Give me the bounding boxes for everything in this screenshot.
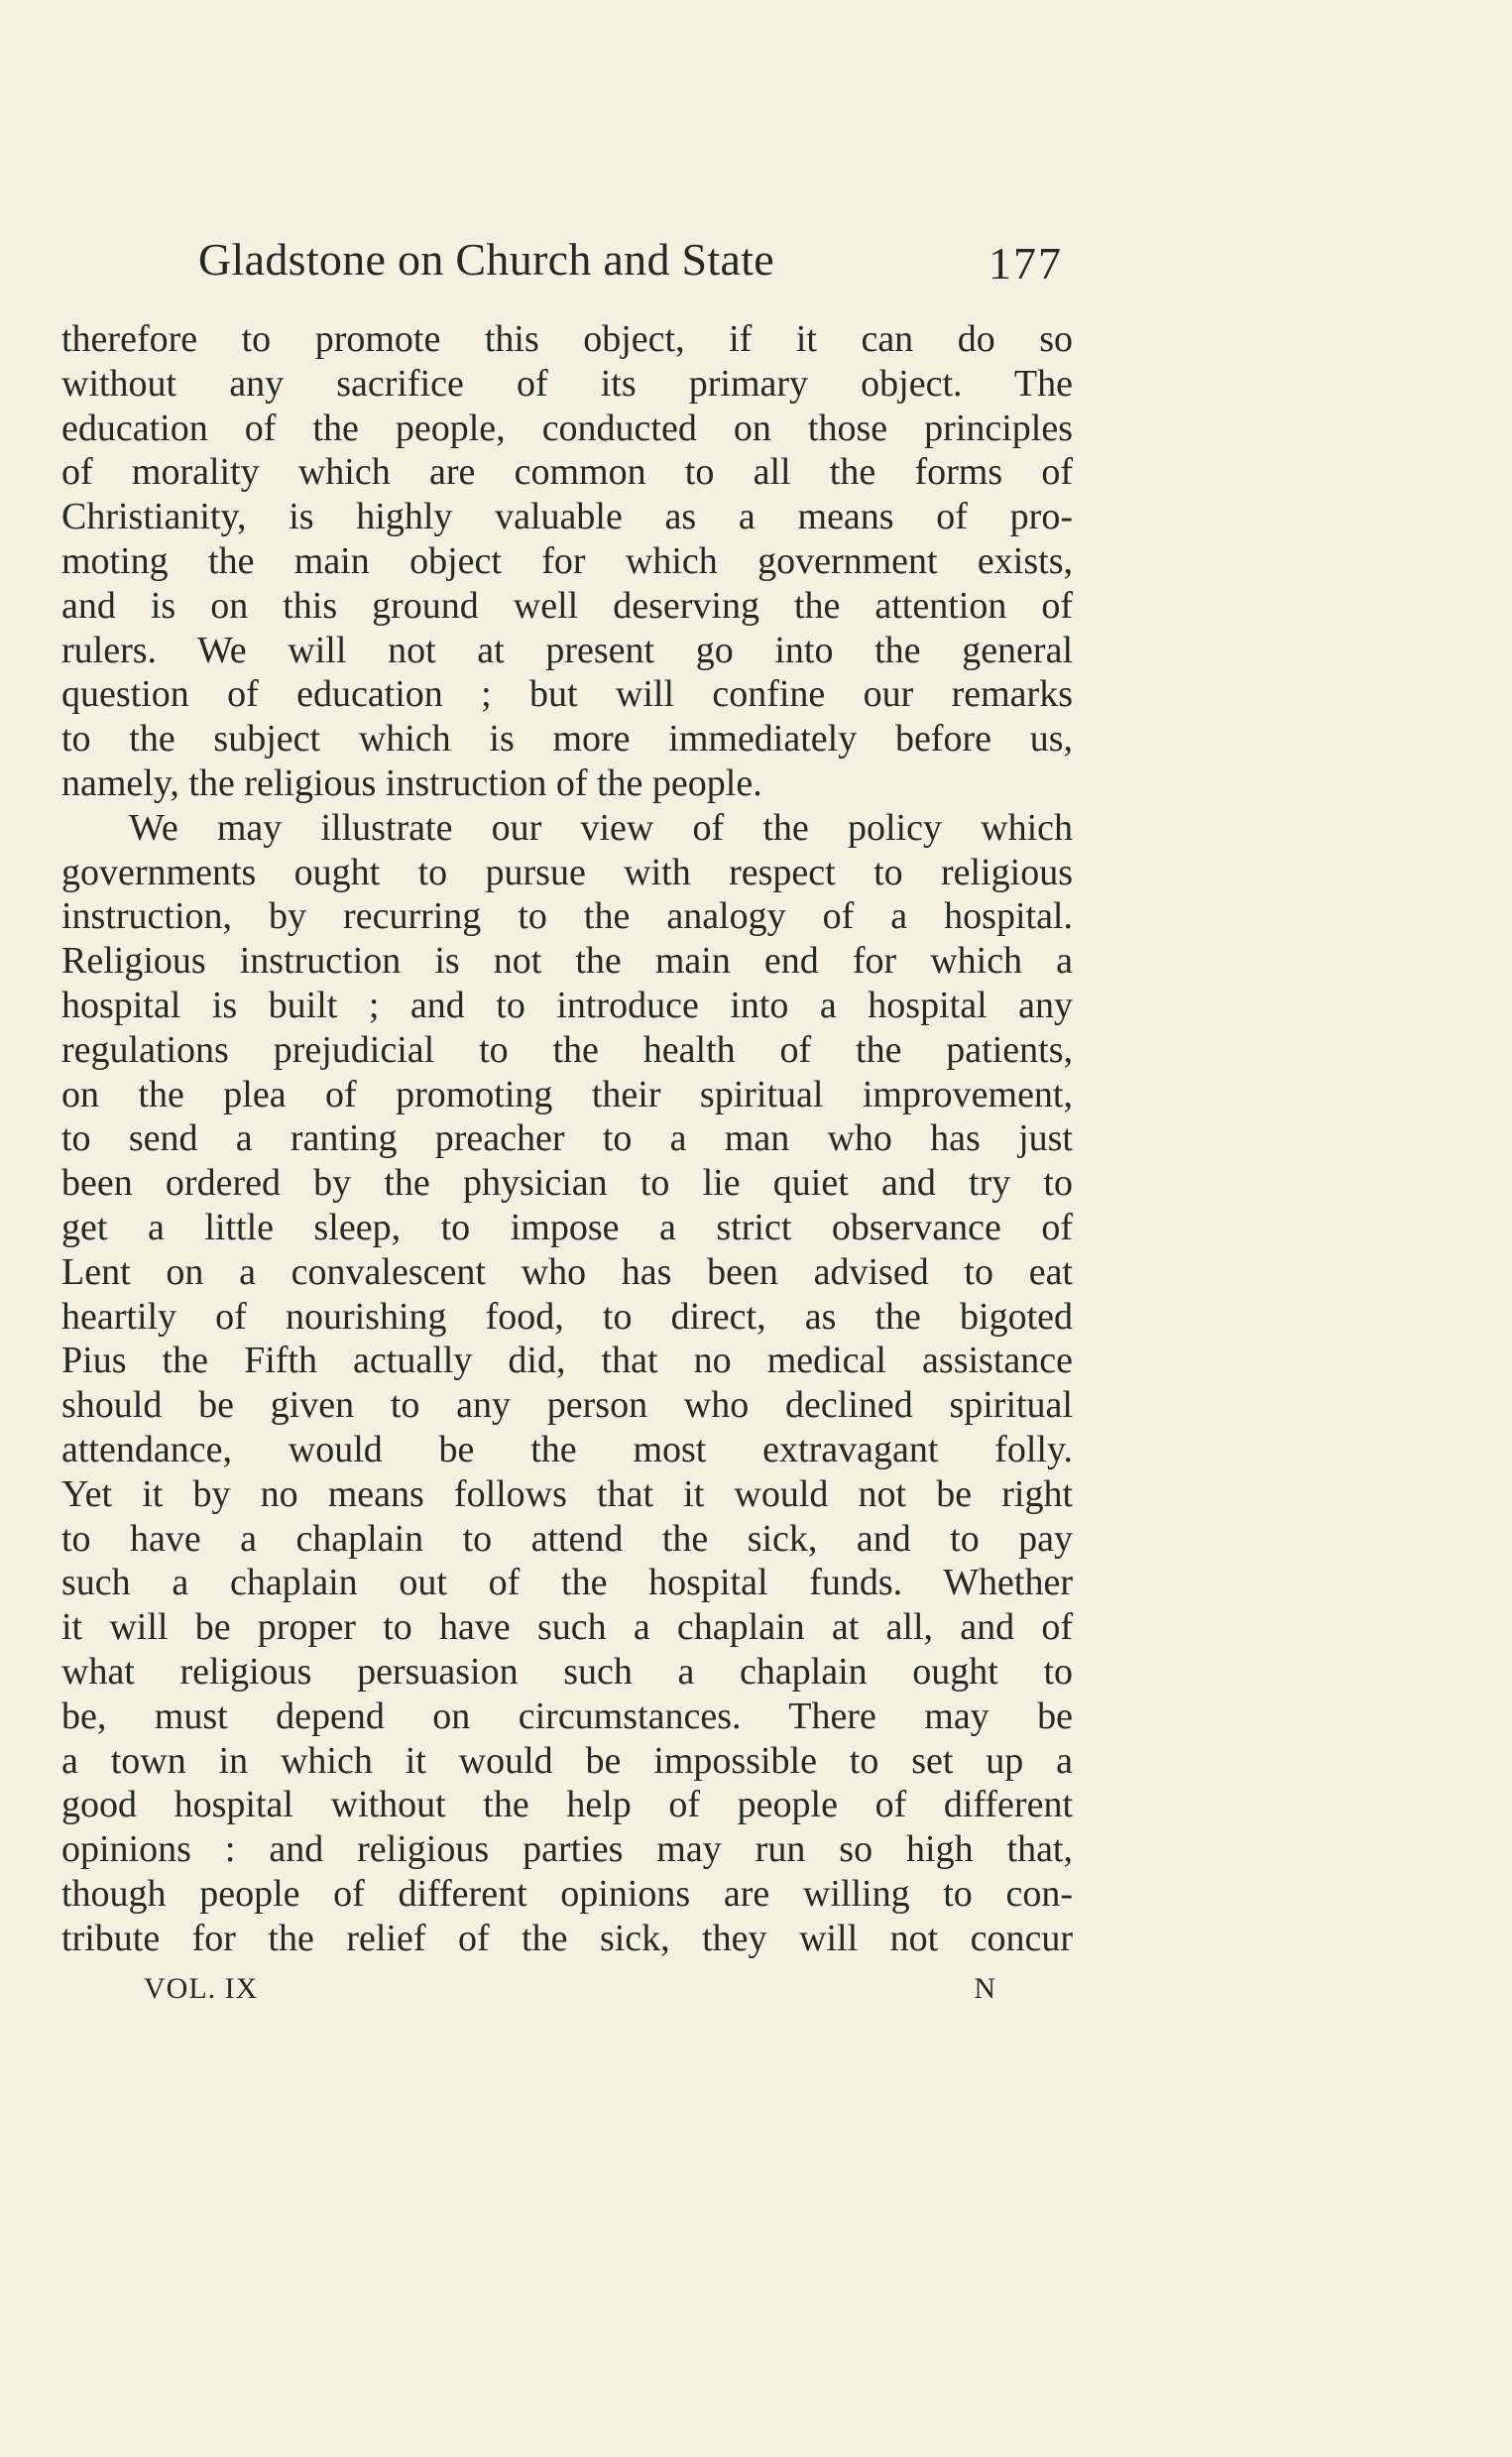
text-line: Yet it by no means follows that it would not be right bbox=[61, 1472, 1073, 1515]
text-line: education of the people, conducted on those principles bbox=[61, 407, 1073, 449]
text-line: tribute for the relief of the sick, they will not concur bbox=[61, 1917, 1073, 1959]
text-line: to have a chaplain to attend the sick, and to pay bbox=[61, 1517, 1073, 1560]
page-number: 177 bbox=[989, 238, 1063, 289]
text-line: without any sacrifice of its primary object. The bbox=[61, 362, 1073, 405]
text-line: rulers. We will not at present go into the general bbox=[61, 629, 1073, 671]
text-line: governments ought to pursue with respect to religious bbox=[61, 851, 1073, 893]
running-head bbox=[198, 230, 1071, 290]
page-footer bbox=[144, 1967, 996, 2011]
text-line: therefore to promote this object, if it can do so bbox=[61, 318, 1073, 360]
text-line: opinions : and religious parties may run so high that, bbox=[61, 1828, 1073, 1871]
text-line: moting the main object for which government exists, bbox=[61, 539, 1073, 582]
volume-label: VOL. IX bbox=[144, 1972, 259, 2005]
text-line: regulations prejudicial to the health of the patients, bbox=[61, 1028, 1073, 1071]
text-line: Christianity, is highly valuable as a means of pro- bbox=[61, 496, 1073, 538]
text-line: of morality which are common to all the forms of bbox=[61, 451, 1073, 494]
text-line: such a chaplain out of the hospital funds. Whether bbox=[61, 1562, 1073, 1604]
text-line: hospital is built ; and to introduce into a hospital any bbox=[61, 984, 1073, 1026]
text-line: be, must depend on circumstances. There may be bbox=[61, 1695, 1073, 1737]
text-line: heartily of nourishing food, to direct, as the bigoted bbox=[61, 1295, 1073, 1338]
text-line: question of education ; but will confine our remarks bbox=[61, 673, 1073, 716]
text-line: Religious instruction is not the main end for which a bbox=[61, 940, 1073, 983]
paragraph-end-line: namely, the religious instruction of the people. bbox=[61, 761, 762, 804]
text-line: Pius the Fifth actually did, that no medical assistance bbox=[61, 1340, 1073, 1382]
text-line: what religious persuasion such a chaplain ought to bbox=[61, 1650, 1073, 1693]
text-line: a town in which it would be impossible to set up a bbox=[61, 1739, 1073, 1782]
text-line: should be given to any person who declined spiritual bbox=[61, 1384, 1073, 1427]
text-line: though people of different opinions are willing to con- bbox=[61, 1872, 1073, 1915]
text-line: it will be proper to have such a chaplain at all, and of bbox=[61, 1606, 1073, 1649]
text-line: been ordered by the physician to lie quiet and try to bbox=[61, 1162, 1073, 1205]
signature-mark: N bbox=[974, 1972, 996, 2005]
text-line: to send a ranting preacher to a man who has just bbox=[61, 1117, 1073, 1160]
body-text bbox=[61, 317, 1073, 1960]
text-line: instruction, by recurring to the analogy of a hospital. bbox=[61, 895, 1073, 938]
running-title: Gladstone on Church and State bbox=[198, 234, 775, 285]
text-line: and is on this ground well deserving the attention of bbox=[61, 584, 1073, 627]
text-line: attendance, would be the most extravagant folly. bbox=[61, 1428, 1073, 1470]
text-line: good hospital without the help of people of different bbox=[61, 1784, 1073, 1826]
text-line: to the subject which is more immediately before us, bbox=[61, 718, 1073, 760]
text-line: on the plea of promoting their spiritual improvement, bbox=[61, 1073, 1073, 1115]
text-line: Lent on a convalescent who has been advised to eat bbox=[61, 1250, 1073, 1293]
paragraph-start-line: We may illustrate our view of the policy which bbox=[129, 806, 1073, 849]
text-line: get a little sleep, to impose a strict observance of bbox=[61, 1206, 1073, 1248]
